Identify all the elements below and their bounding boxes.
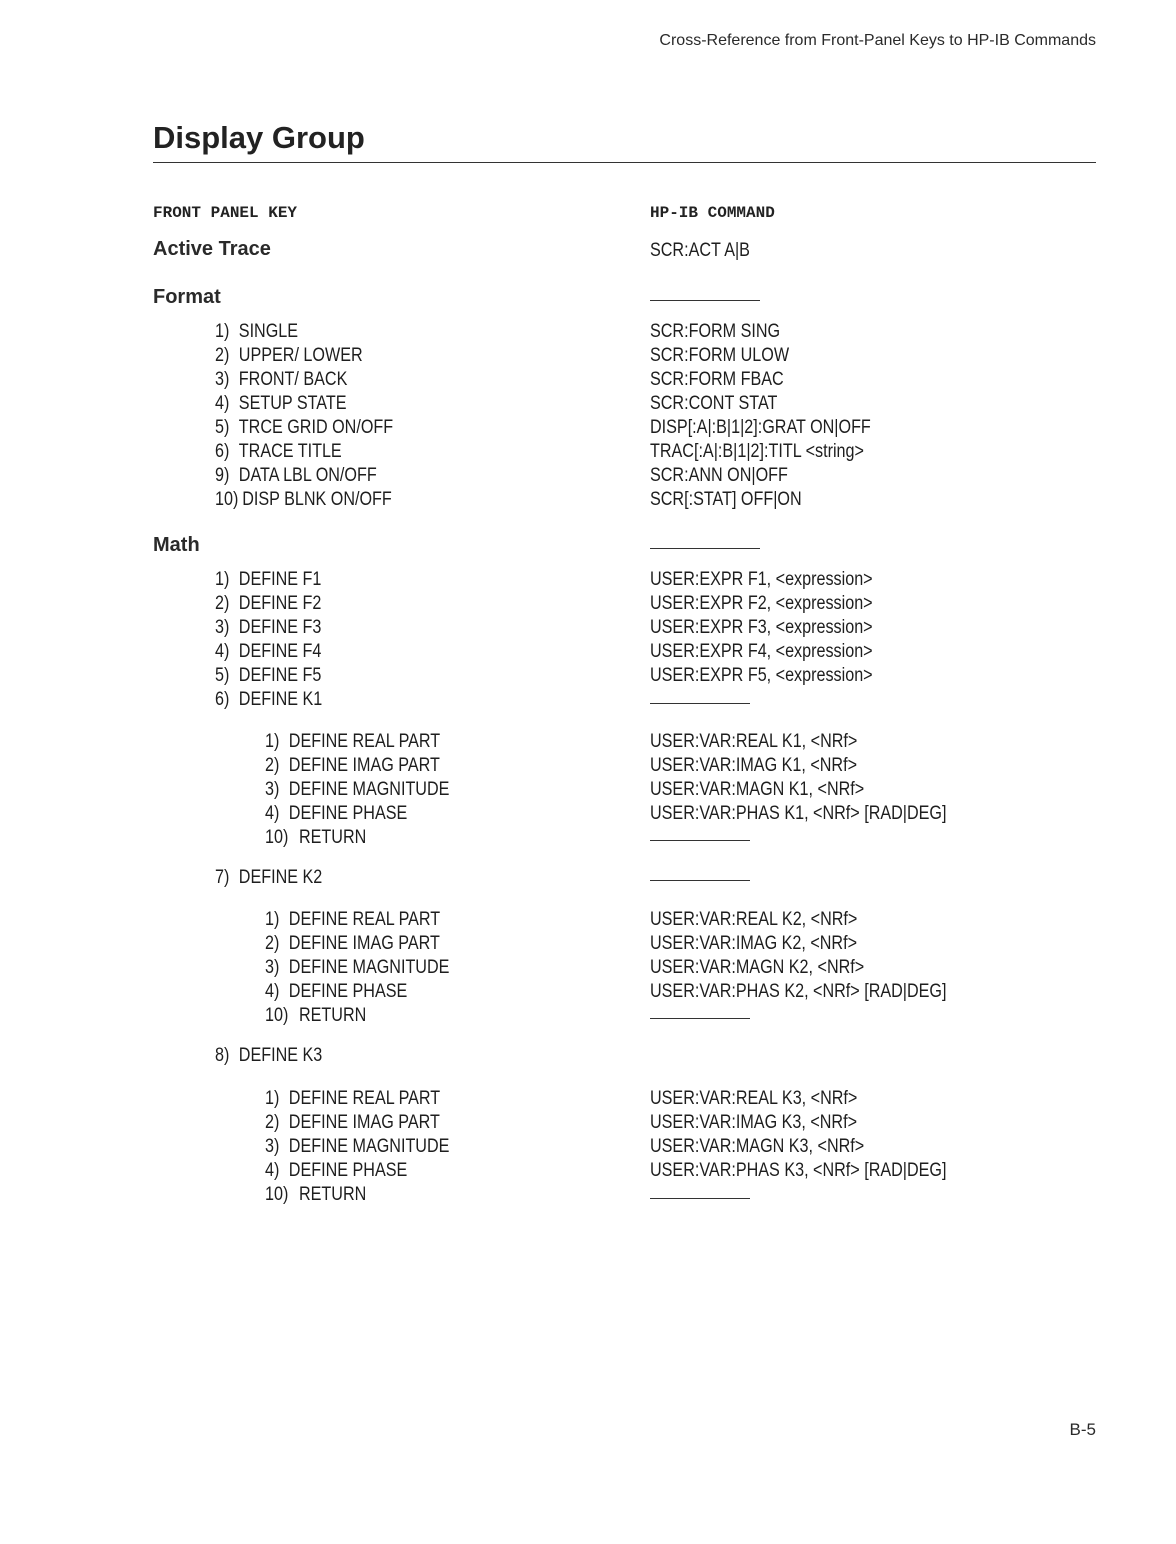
item-number: 1) [215,569,230,590]
format-item [215,320,298,344]
k3-command: USER:VAR:MAGN K3, <NRf> [650,1136,865,1157]
item-number: 4) [215,641,230,662]
math-command: USER:EXPR F3, <expression> [650,617,873,638]
k2-item [265,1004,366,1028]
format-command: SCR:FORM ULOW [650,345,790,366]
item-number: 4) [265,1160,280,1181]
item-number: 5) [215,665,230,686]
k1-item [265,802,407,826]
item-number: 10) [265,827,289,848]
format-command-rule [650,300,760,301]
format-item [215,368,347,392]
math-command: USER:EXPR F1, <expression> [650,569,873,590]
item-label: DEFINE F5 [238,665,322,686]
math-command: USER:EXPR F4, <expression> [650,641,873,662]
item-number: 6) [215,441,230,462]
item-number: 10) [215,489,239,510]
item-number: 1) [265,909,280,930]
k1-command: USER:VAR:MAGN K1, <NRf> [650,779,865,800]
k2-item [265,932,440,956]
item-number: 10) [265,1184,289,1205]
item-label: RETURN [299,827,367,848]
item-label: DEFINE REAL PART [288,1088,441,1109]
item-number: 9) [215,465,230,486]
k3-item [265,1183,366,1207]
math-item [215,616,321,640]
format-item [215,416,393,440]
item-label: DEFINE MAGNITUDE [288,957,450,978]
k3-return-rule [650,1198,750,1199]
page-title: Display Group [153,120,365,155]
item-number: 4) [215,393,230,414]
item-number: 3) [265,1136,280,1157]
item-number: 7) [215,867,230,888]
k2-command: USER:VAR:REAL K2, <NRf> [650,909,858,930]
format-command: SCR:CONT STAT [650,393,778,414]
math-command: USER:EXPR F5, <expression> [650,665,873,686]
math-command-rule [650,548,760,549]
item-number: 3) [215,369,230,390]
k1-command: USER:VAR:IMAG K1, <NRf> [650,755,858,776]
item-number: 6) [215,689,230,710]
item-label: DEFINE F4 [238,641,322,662]
item-label: DEFINE MAGNITUDE [288,1136,450,1157]
k3-item [265,1087,440,1111]
item-label: DEFINE K3 [238,1045,323,1066]
item-label: SETUP STATE [238,393,347,414]
define-k2-command-rule [650,880,750,881]
k2-item [265,956,449,980]
format-command: SCR:FORM SING [650,321,781,342]
k3-command: USER:VAR:REAL K3, <NRf> [650,1088,858,1109]
item-label: DATA LBL ON/OFF [238,465,377,486]
item-label: DEFINE REAL PART [288,909,441,930]
item-number: 3) [265,779,280,800]
item-number: 4) [265,803,280,824]
item-label: UPPER/ LOWER [238,345,363,366]
k3-item [265,1159,407,1183]
math-command: USER:EXPR F2, <expression> [650,593,873,614]
math-item [215,1044,322,1068]
k3-item [265,1135,449,1159]
item-number: 1) [265,731,280,752]
running-head: Cross-Reference from Front-Panel Keys to HP-IB Commands [659,32,1096,49]
format-command: DISP[:A|:B|1|2]:GRAT ON|OFF [650,417,871,438]
item-number: 2) [265,1112,280,1133]
item-number: 3) [215,617,230,638]
section-active-trace: Active Trace [153,238,271,260]
item-number: 5) [215,417,230,438]
item-number: 2) [215,593,230,614]
item-label: SINGLE [238,321,299,342]
item-label: DEFINE PHASE [288,981,408,1002]
item-number: 1) [265,1088,280,1109]
format-command: TRAC[:A|:B|1|2]:TITL <string> [650,441,864,462]
item-number: 4) [265,981,280,1002]
item-label: DEFINE MAGNITUDE [288,779,450,800]
k2-return-rule [650,1018,750,1019]
k2-command: USER:VAR:PHAS K2, <NRf> [RAD|DEG] [650,981,947,1002]
page-number: B-5 [1069,1420,1096,1439]
item-label: DEFINE F3 [238,617,322,638]
format-item [215,440,342,464]
title-rule [153,162,1096,163]
item-number: 10) [265,1005,289,1026]
k3-command: USER:VAR:IMAG K3, <NRf> [650,1112,858,1133]
item-label: TRCE GRID ON/OFF [238,417,394,438]
section-format: Format [153,286,221,308]
item-number: 3) [265,957,280,978]
item-number: 2) [265,933,280,954]
k1-command: USER:VAR:PHAS K1, <NRf> [RAD|DEG] [650,803,947,824]
k2-command: USER:VAR:MAGN K2, <NRf> [650,957,865,978]
item-label: DEFINE PHASE [288,803,408,824]
item-label: DISP BLNK ON/OFF [242,489,392,510]
item-number: 8) [215,1045,230,1066]
item-number: 1) [215,321,230,342]
item-number: 2) [215,345,230,366]
k1-return-rule [650,840,750,841]
math-item [215,866,322,890]
format-item [215,464,377,488]
item-number: 2) [265,755,280,776]
item-label: DEFINE IMAG PART [288,1112,440,1133]
define-k1-command-rule [650,703,750,704]
active-trace-command: SCR:ACT A|B [650,240,750,261]
k2-command: USER:VAR:IMAG K2, <NRf> [650,933,858,954]
format-item [215,344,363,368]
k3-item [265,1111,440,1135]
format-item [215,488,392,512]
k3-command: USER:VAR:PHAS K3, <NRf> [RAD|DEG] [650,1160,947,1181]
item-label: DEFINE IMAG PART [288,933,440,954]
math-item [215,592,321,616]
k1-item [265,826,366,850]
item-label: DEFINE F1 [238,569,322,590]
k2-item [265,980,407,1004]
format-command: SCR:FORM FBAC [650,369,784,390]
k2-item [265,908,440,932]
math-item [215,640,321,664]
k1-item [265,778,449,802]
item-label: TRACE TITLE [238,441,342,462]
item-label: DEFINE K1 [238,689,323,710]
section-math: Math [153,534,200,556]
item-label: RETURN [299,1184,367,1205]
item-label: DEFINE PHASE [288,1160,408,1181]
k1-item [265,730,440,754]
format-item [215,392,346,416]
math-item [215,664,321,688]
item-label: DEFINE K2 [238,867,323,888]
math-item [215,688,322,712]
item-label: FRONT/ BACK [238,369,348,390]
format-command: SCR[:STAT] OFF|ON [650,489,802,510]
item-label: DEFINE IMAG PART [288,755,440,776]
k1-item [265,754,440,778]
item-label: DEFINE F2 [238,593,322,614]
hpib-command-header: HP-IB COMMAND [650,204,775,222]
item-label: DEFINE REAL PART [288,731,441,752]
format-command: SCR:ANN ON|OFF [650,465,788,486]
k1-command: USER:VAR:REAL K1, <NRf> [650,731,858,752]
item-label: RETURN [299,1005,367,1026]
math-item [215,568,321,592]
front-panel-key-header: FRONT PANEL KEY [153,204,298,222]
